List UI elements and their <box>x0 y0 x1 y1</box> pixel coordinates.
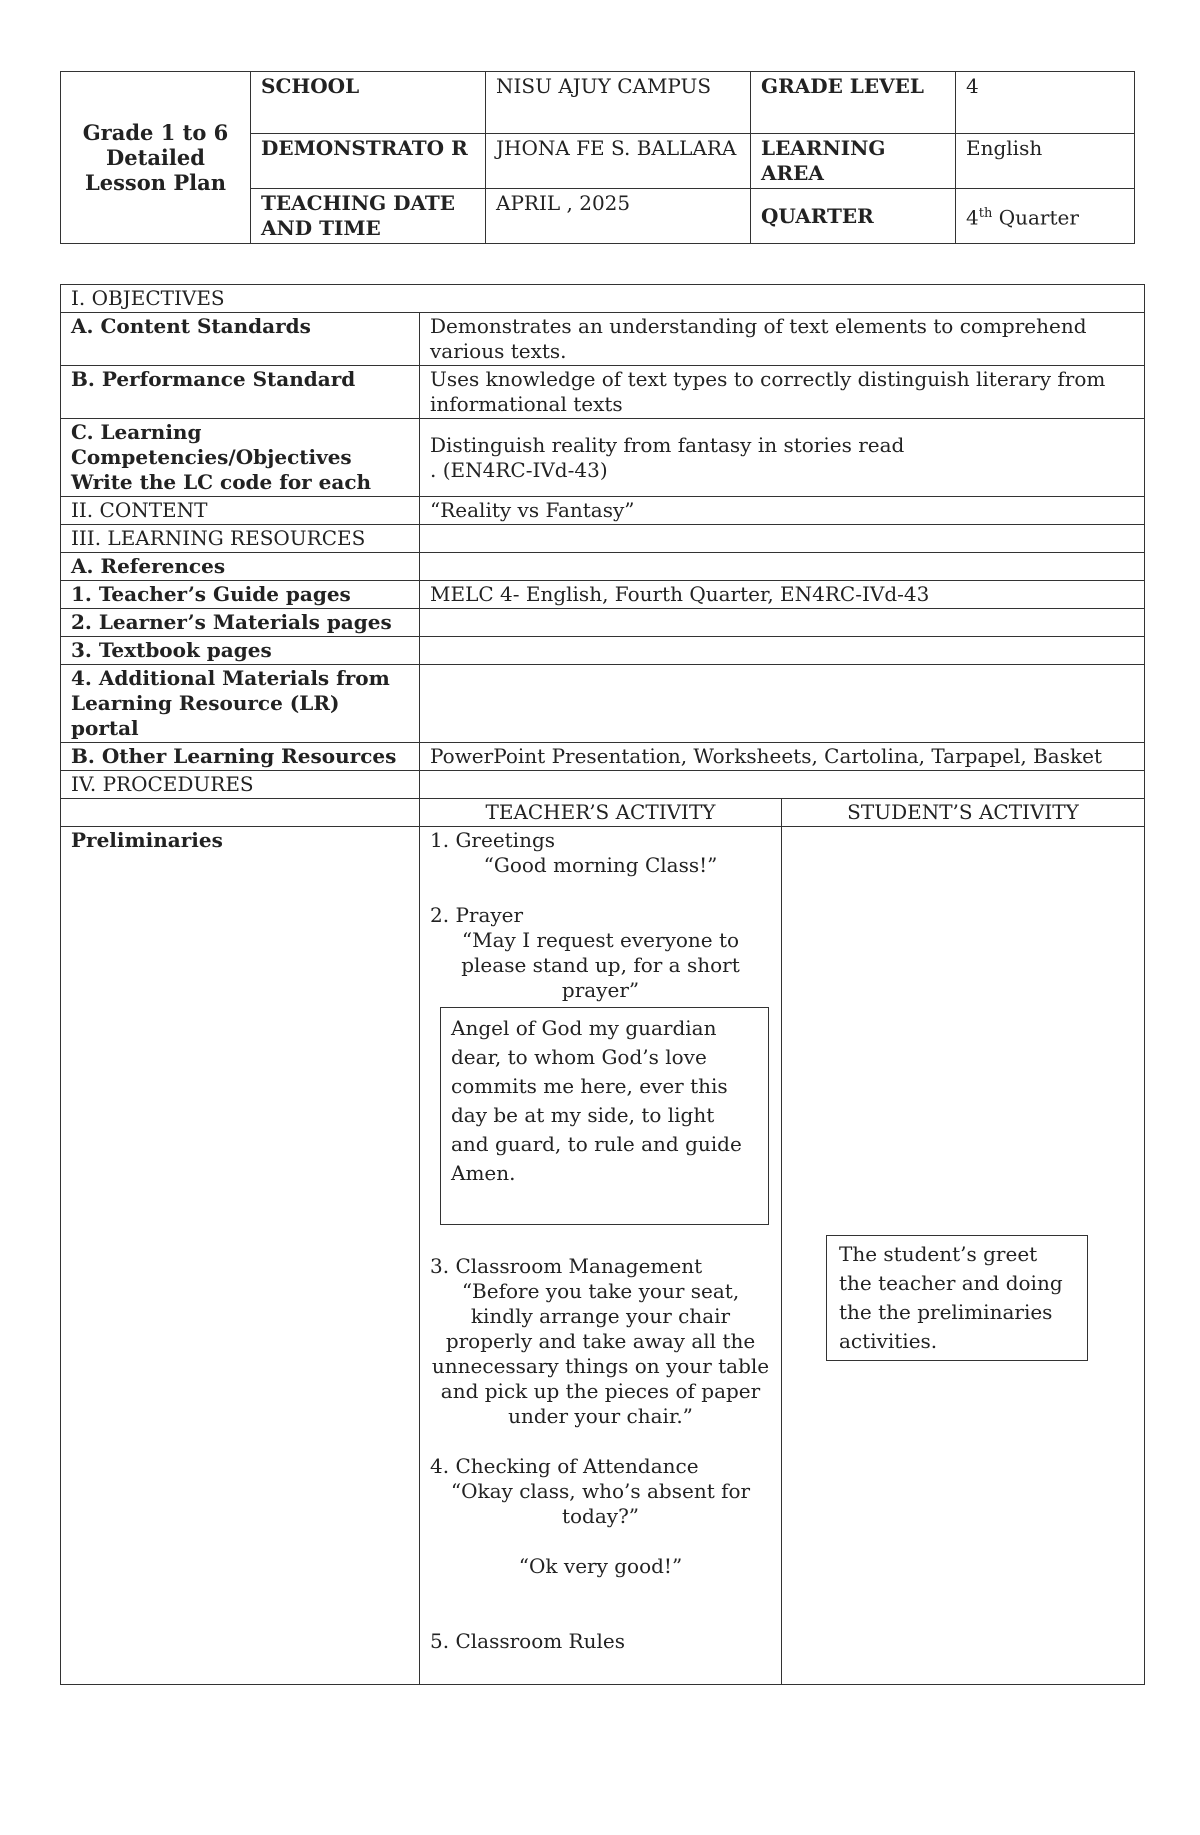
textbook-label: 3. Textbook pages <box>61 637 420 665</box>
learning-area-value: English <box>956 134 1135 189</box>
quarter-word: Quarter <box>998 205 1079 230</box>
lesson-plan-title: Grade 1 to 6 Detailed Lesson Plan <box>61 72 251 244</box>
preliminaries-label: Preliminaries <box>61 827 420 1685</box>
school-value: NISU AJUY CAMPUS <box>486 72 751 134</box>
attendance-reply: “Ok very good!” <box>518 1554 683 1578</box>
textbook-empty <box>420 637 1145 665</box>
teacher-activity-cell <box>420 827 782 1685</box>
attendance-quote: “Okay class, who’s absent for today?” <box>450 1479 751 1528</box>
resources-heading: III. LEARNING RESOURCES <box>61 525 420 553</box>
classroom-management-title: 3. Classroom Management <box>430 1254 703 1278</box>
procedures-heading: IV. PROCEDURES <box>61 771 420 799</box>
greetings-title: 1. Greetings <box>430 828 556 852</box>
competencies-line2: . (EN4RC-IVd-43) <box>430 457 608 482</box>
greetings-block <box>430 828 771 878</box>
prayer-block <box>430 903 771 1003</box>
procedures-empty <box>420 771 1145 799</box>
header-table <box>60 71 1135 244</box>
performance-standard-line1: Uses knowledge of text types to correctly distinguish literary from <box>430 367 1106 391</box>
quarter-num: 4 <box>966 205 979 230</box>
other-resources-value: PowerPoint Presentation, Worksheets, Cartolina, Tarpapel, Basket <box>420 743 1145 771</box>
teaching-date-value: APRIL , 2025 <box>486 189 751 244</box>
additional-materials-empty <box>420 665 1145 743</box>
grade-level-value: 4 <box>956 72 1135 134</box>
school-label: SCHOOL <box>251 72 486 134</box>
rules-title: 5. Classroom Rules <box>430 1629 625 1653</box>
references-label: A. References <box>61 553 420 581</box>
greetings-quote: “Good morning Class!” <box>483 853 718 877</box>
objectives-heading: I. OBJECTIVES <box>61 285 1145 313</box>
additional-materials-label: 4. Additional Materials from Learning Resource (LR) portal <box>61 665 420 743</box>
content-standards-value: Demonstrates an understanding of text elements to comprehend various texts. <box>420 313 1145 366</box>
classroom-management-block <box>430 1254 771 1429</box>
quarter-label: QUARTER <box>751 189 956 244</box>
classroom-management-quote: “Before you take your seat, kindly arrange your chair properly and take away all the unnecessary things on your table and pick up the pieces of paper under your chair.” <box>431 1279 770 1428</box>
teaching-date-label: TEACHING DATE AND TIME <box>251 189 486 244</box>
competencies-line1: Distinguish reality from fantasy in stories read <box>430 432 905 457</box>
student-activity-heading: STUDENT’S ACTIVITY <box>782 799 1145 827</box>
competencies-label: C. Learning Competencies/Objectives Write the LC code for each <box>61 419 420 497</box>
competencies-value <box>420 419 1145 497</box>
performance-standard-line2: informational texts <box>430 392 623 416</box>
learners-materials-label: 2. Learner’s Materials pages <box>61 609 420 637</box>
references-empty <box>420 553 1145 581</box>
quarter-value <box>956 189 1135 244</box>
demonstrator-label: DEMONSTRATO R <box>251 134 486 189</box>
teacher-activity-heading: TEACHER’S ACTIVITY <box>420 799 782 827</box>
learning-area-label: LEARNING AREA <box>751 134 956 189</box>
performance-standard-label: B. Performance Standard <box>61 366 420 419</box>
content-value: “Reality vs Fantasy” <box>420 497 1145 525</box>
performance-standard-value <box>420 366 1145 419</box>
other-resources-label: B. Other Learning Resources <box>61 743 420 771</box>
learners-materials-empty <box>420 609 1145 637</box>
student-activity-cell <box>782 827 1145 1685</box>
content-heading: II. CONTENT <box>61 497 420 525</box>
attendance-block <box>430 1454 771 1579</box>
teachers-guide-value: MELC 4- English, Fourth Quarter, EN4RC-IVd-43 <box>420 581 1145 609</box>
rules-block <box>430 1629 771 1654</box>
grade-level-label: GRADE LEVEL <box>751 72 956 134</box>
lesson-plan-table <box>60 284 1145 1685</box>
activity-header-empty <box>61 799 420 827</box>
prayer-quote: “May I request everyone to please stand up, for a short prayer” <box>461 928 740 1002</box>
student-response-box: The student’s greet the teacher and doing the the preliminaries activities. <box>826 1235 1088 1361</box>
prayer-title: 2. Prayer <box>430 903 524 927</box>
prayer-text-box: Angel of God my guardian dear, to whom God’s love commits me here, ever this day be at my side, to light and guard, to rule and guide Amen. <box>440 1007 769 1225</box>
teachers-guide-label: 1. Teacher’s Guide pages <box>61 581 420 609</box>
quarter-sup: th <box>978 206 993 222</box>
resources-empty <box>420 525 1145 553</box>
content-standards-label: A. Content Standards <box>61 313 420 366</box>
demonstrator-value: JHONA FE S. BALLARA <box>486 134 751 189</box>
attendance-title: 4. Checking of Attendance <box>430 1454 699 1478</box>
